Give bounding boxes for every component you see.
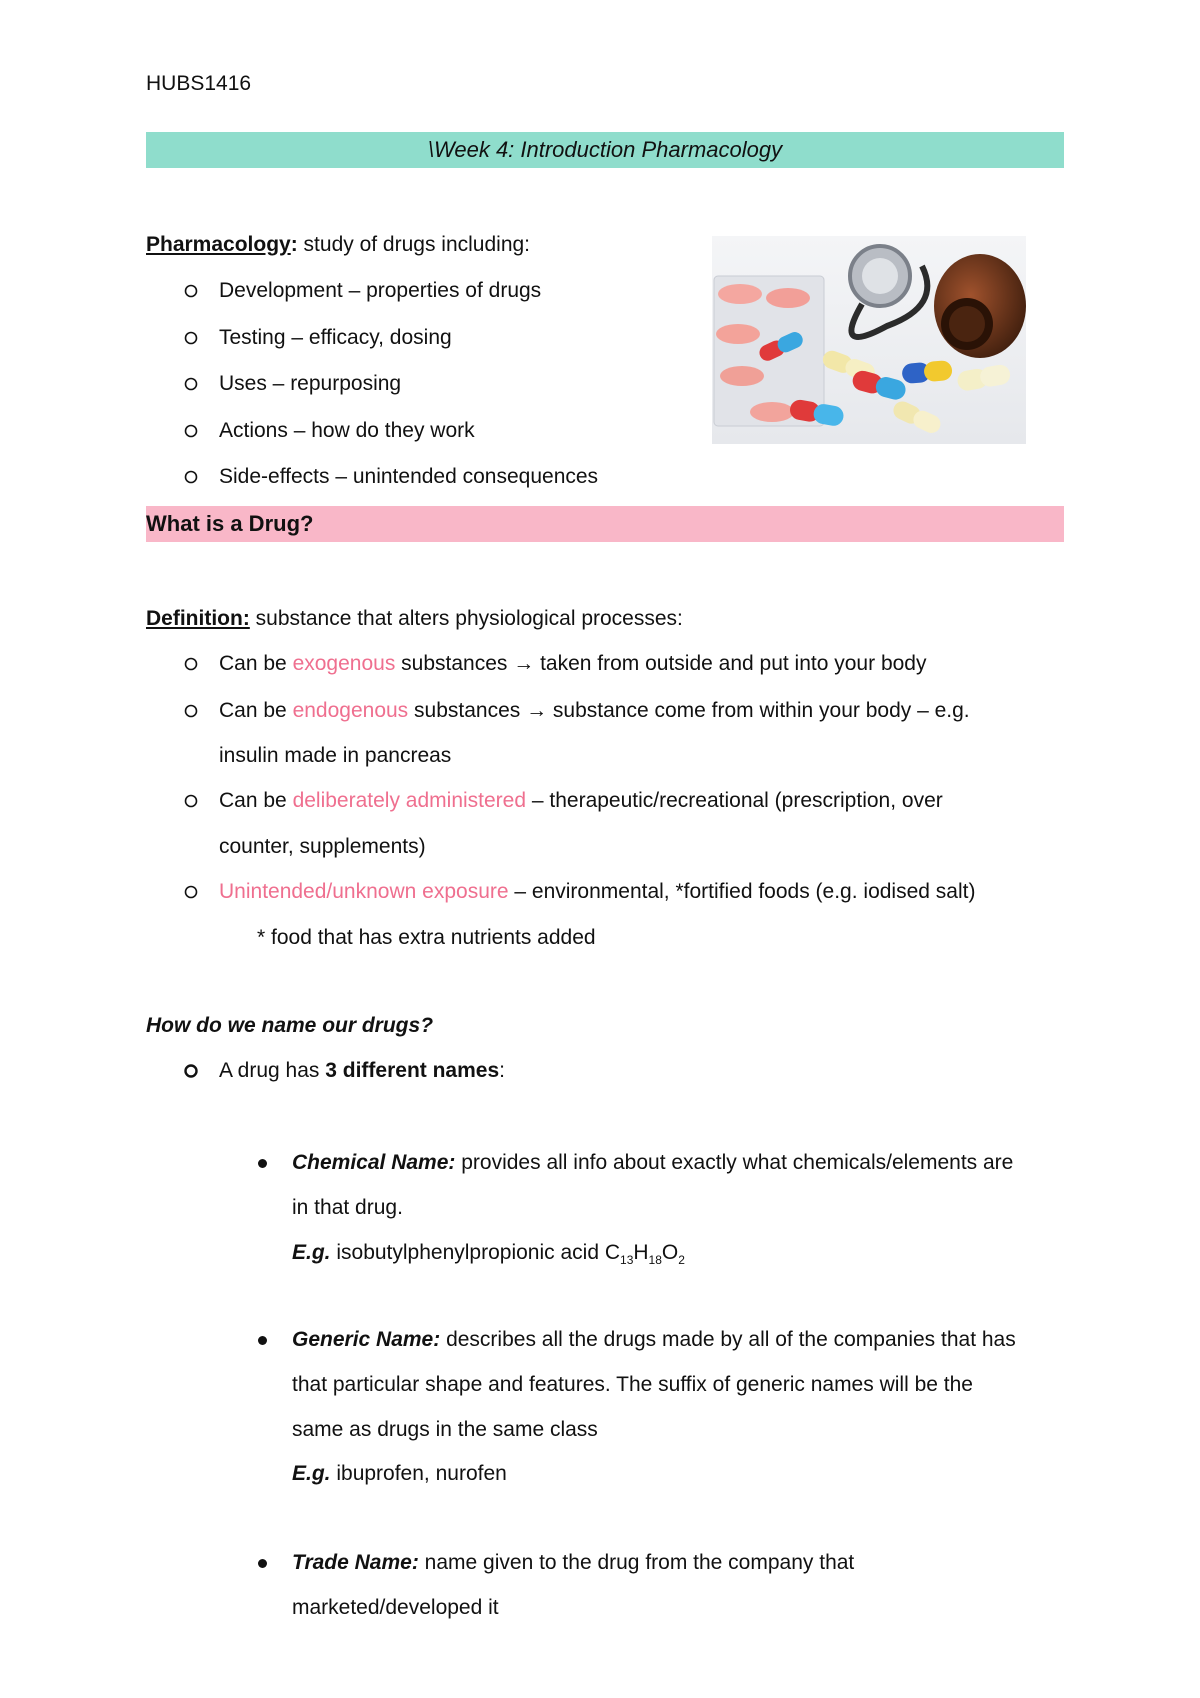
course-code: HUBS1416 — [146, 72, 252, 95]
circle-bullet-icon — [184, 704, 198, 718]
circle-bullet-icon — [184, 470, 198, 484]
intro-item: Side-effects – unintended consequences — [219, 465, 599, 488]
generic-name-line: Generic Name: describes all the drugs made by all of the companies that has — [292, 1328, 1016, 1351]
circle-bullet-icon — [184, 794, 198, 808]
definition-term: Definition: — [146, 607, 250, 630]
generic-name-example: E.g. ibuprofen, nurofen — [292, 1462, 507, 1485]
circle-bullet-icon — [184, 331, 198, 345]
definition-bullet: Can be deliberately administered – therapeutic/recreational (prescription, over — [219, 789, 943, 812]
section-heading-text: What is a Drug? — [146, 511, 314, 536]
keyword: exogenous — [292, 652, 396, 675]
chemical-name-example: E.g. isobutylphenylpropionic acid $C_{13}H_{18}O_2$ — [292, 1241, 685, 1268]
intro-item: Uses – repurposing — [219, 372, 402, 395]
intro-item: Testing – efficacy, dosing — [219, 326, 452, 349]
page-title-text: \Week 4: Introduction Pharmacology — [427, 137, 783, 162]
pharmacology-rest: study of drugs including: — [297, 233, 531, 256]
circle-bullet-icon — [184, 424, 198, 438]
keyword: deliberately administered — [292, 789, 527, 812]
circle-bullet-icon — [184, 284, 198, 298]
trade-name-continued: marketed/developed it — [292, 1596, 499, 1619]
generic-name-label: Generic Name: — [292, 1328, 441, 1351]
naming-question: How do we name our drugs? — [146, 1014, 434, 1037]
bullet-dot-icon — [258, 1159, 267, 1168]
chemical-name-line: Chemical Name: provides all info about exactly what chemicals/elements are — [292, 1151, 1014, 1174]
bullet-dot-icon — [258, 1336, 267, 1345]
definition-bullet: Unintended/unknown exposure – environmental, *fortified foods (e.g. iodised salt) — [219, 880, 976, 903]
pills-photo — [712, 236, 1026, 444]
definition-bullet-continued: insulin made in pancreas — [219, 744, 452, 767]
definition-bullet-continued: counter, supplements) — [219, 835, 426, 858]
intro-item: Development – properties of drugs — [219, 279, 542, 302]
footnote: * food that has extra nutrients added — [257, 926, 596, 949]
trade-name-label: Trade Name: — [292, 1551, 419, 1574]
chemical-name-label: Chemical Name: — [292, 1151, 456, 1174]
page-title — [146, 132, 1064, 168]
circle-bullet-icon — [184, 1064, 198, 1078]
definition-bullet: Can be exogenous substances → taken from outside and put into your body — [219, 652, 927, 675]
keyword: Unintended/unknown exposure — [219, 880, 509, 903]
definition-bullet: Can be endogenous substances → substance come from within your body – e.g. — [219, 699, 970, 722]
pharmacology-intro: Pharmacology: study of drugs including: — [146, 233, 531, 256]
circle-bullet-icon — [184, 885, 198, 899]
generic-name-continued: that particular shape and features. The suffix of generic names will be the — [292, 1373, 973, 1396]
circle-bullet-icon — [184, 657, 198, 671]
circle-bullet-icon — [184, 377, 198, 391]
arrow-icon: → — [526, 699, 548, 722]
trade-name-line: Trade Name: name given to the drug from the company that — [292, 1551, 855, 1574]
keyword: endogenous — [292, 699, 409, 722]
generic-name-continued: same as drugs in the same class — [292, 1418, 598, 1441]
section-heading — [146, 506, 1064, 542]
pharmacology-term: Pharmacology — [146, 233, 291, 256]
definition-rest: substance that alters physiological processes: — [249, 607, 683, 630]
naming-intro: A drug has 3 different names: — [219, 1059, 505, 1082]
arrow-icon: → — [513, 652, 535, 675]
intro-item: Actions – how do they work — [219, 419, 475, 442]
bullet-dot-icon — [258, 1559, 267, 1568]
chemical-name-continued: in that drug. — [292, 1196, 403, 1219]
definition-line — [146, 606, 683, 632]
